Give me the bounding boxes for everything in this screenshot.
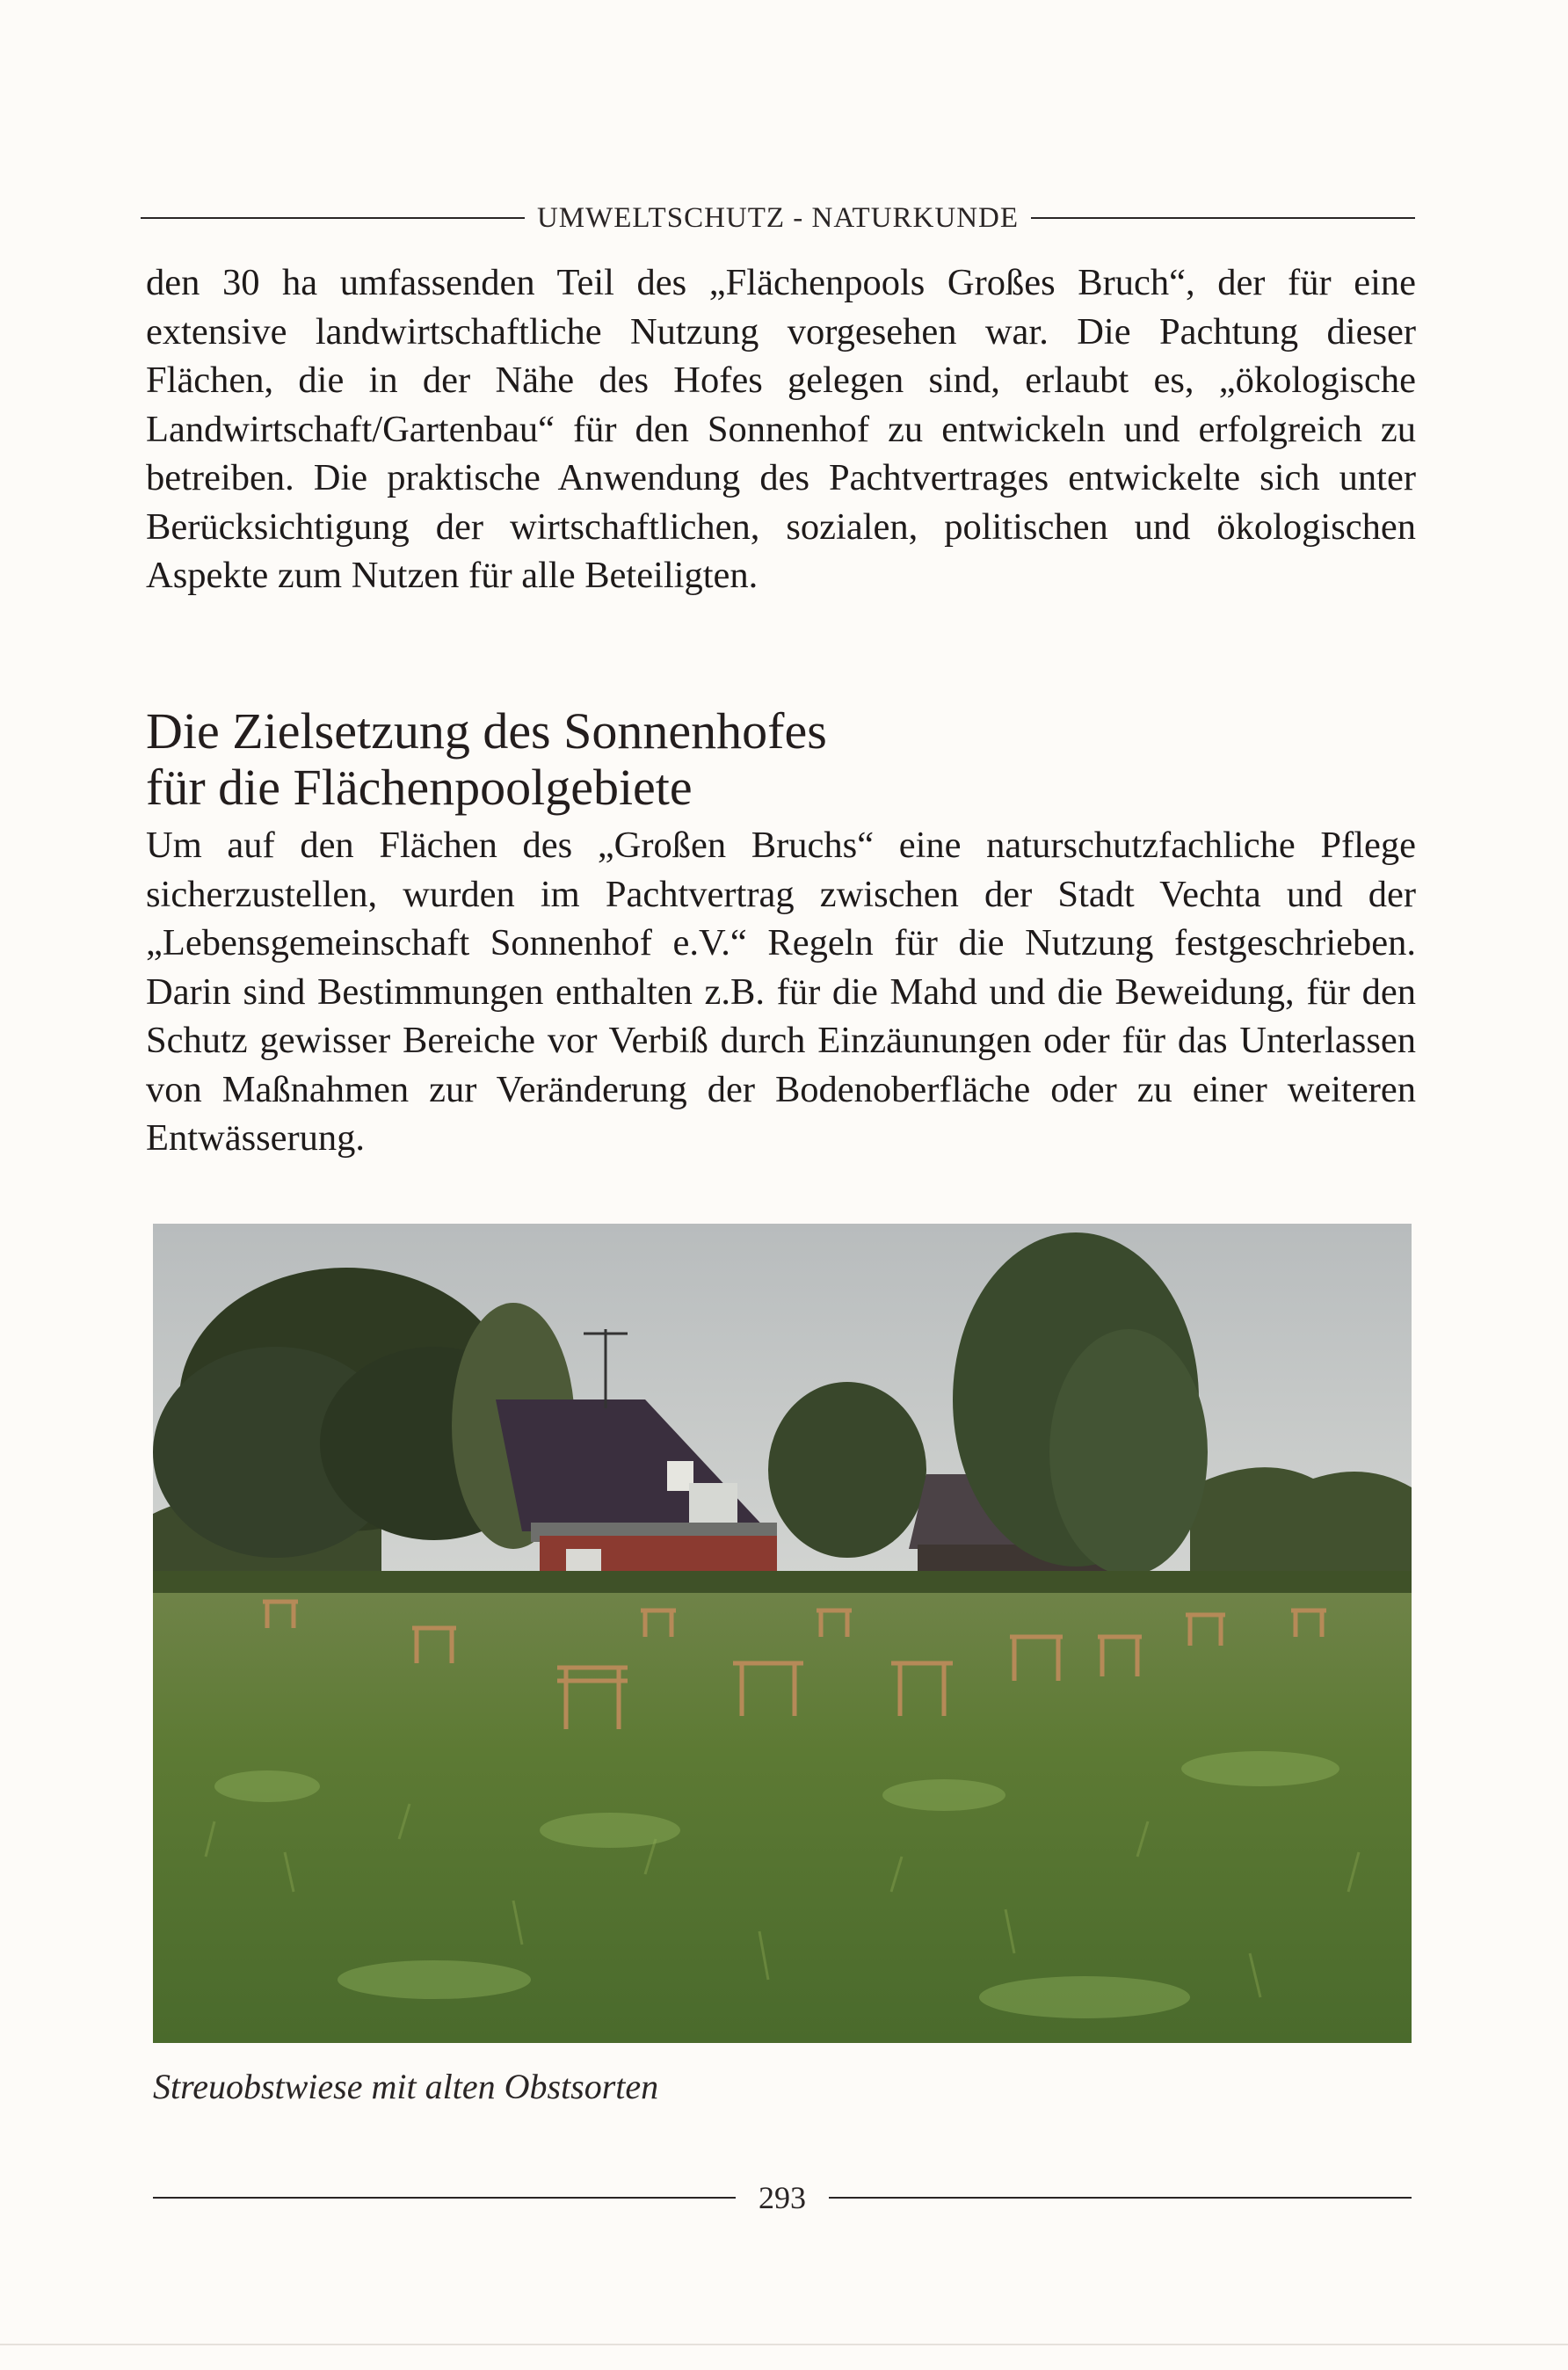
footer-rule-right bbox=[829, 2197, 1412, 2199]
section-heading-line-2: für die Flächenpoolgebiete bbox=[146, 759, 693, 816]
body-paragraph-2: Um auf den Flächen des „Großen Bruchs“ eine naturschutzfachliche Pflege sicherzustellen, wurden im Pachtvertrag zwischen der Stadt Vechta und der „Lebensgemeinschaft Sonnenhof e.V.“ Regeln für die Nutzung festgeschrieben. Darin sind Bestimmungen enthalten z.B. für die Mahd und die Beweidung, für den Schutz gewisser Bereiche vor Verbiß durch Einzäunungen oder für das Unterlassen von Maßnahmen zur Veränderung der Bodenoberfläche oder zu einer weiteren Entwässerung. bbox=[146, 825, 1416, 1159]
running-header bbox=[141, 200, 1415, 236]
scan-edge-line bbox=[0, 2344, 1568, 2345]
section-heading bbox=[146, 703, 1416, 816]
running-title: UMWELTSCHUTZ - NATURKUNDE bbox=[536, 201, 1020, 234]
orchard-photo-illustration bbox=[153, 1224, 1412, 2043]
section-heading-line-1: Die Zielsetzung des Sonnenhofes bbox=[146, 702, 827, 760]
header-rule-right bbox=[1031, 217, 1415, 219]
body-paragraph-1: den 30 ha umfassenden Teil des „Flächenpools Großes Bruch“, der für eine extensive landwirtschaftliche Nutzung vorgesehen war. Die Pachtung dieser Flächen, die in der Nähe des Hofes gelegen sind, erlaubt es, „ökologische Landwirtschaft/Gartenbau“ für den Sonnenhof zu entwickeln und erfolgreich zu betreiben. Die praktische Anwendung des Pachtvertrages entwickelte sich unter Berücksichtigung der wirtschaftlichen, sozialen, politischen und ökologischen Aspekte zum Nutzen für alle Beteiligten. bbox=[146, 262, 1416, 596]
figure-caption: Streuobstwiese mit alten Obstsorten bbox=[153, 2067, 659, 2106]
footer-rule-left bbox=[153, 2197, 736, 2199]
orchard-photo bbox=[153, 1224, 1412, 2043]
page-number: 293 bbox=[759, 2180, 806, 2215]
header-rule-left bbox=[141, 217, 525, 219]
page-footer bbox=[153, 2180, 1412, 2215]
